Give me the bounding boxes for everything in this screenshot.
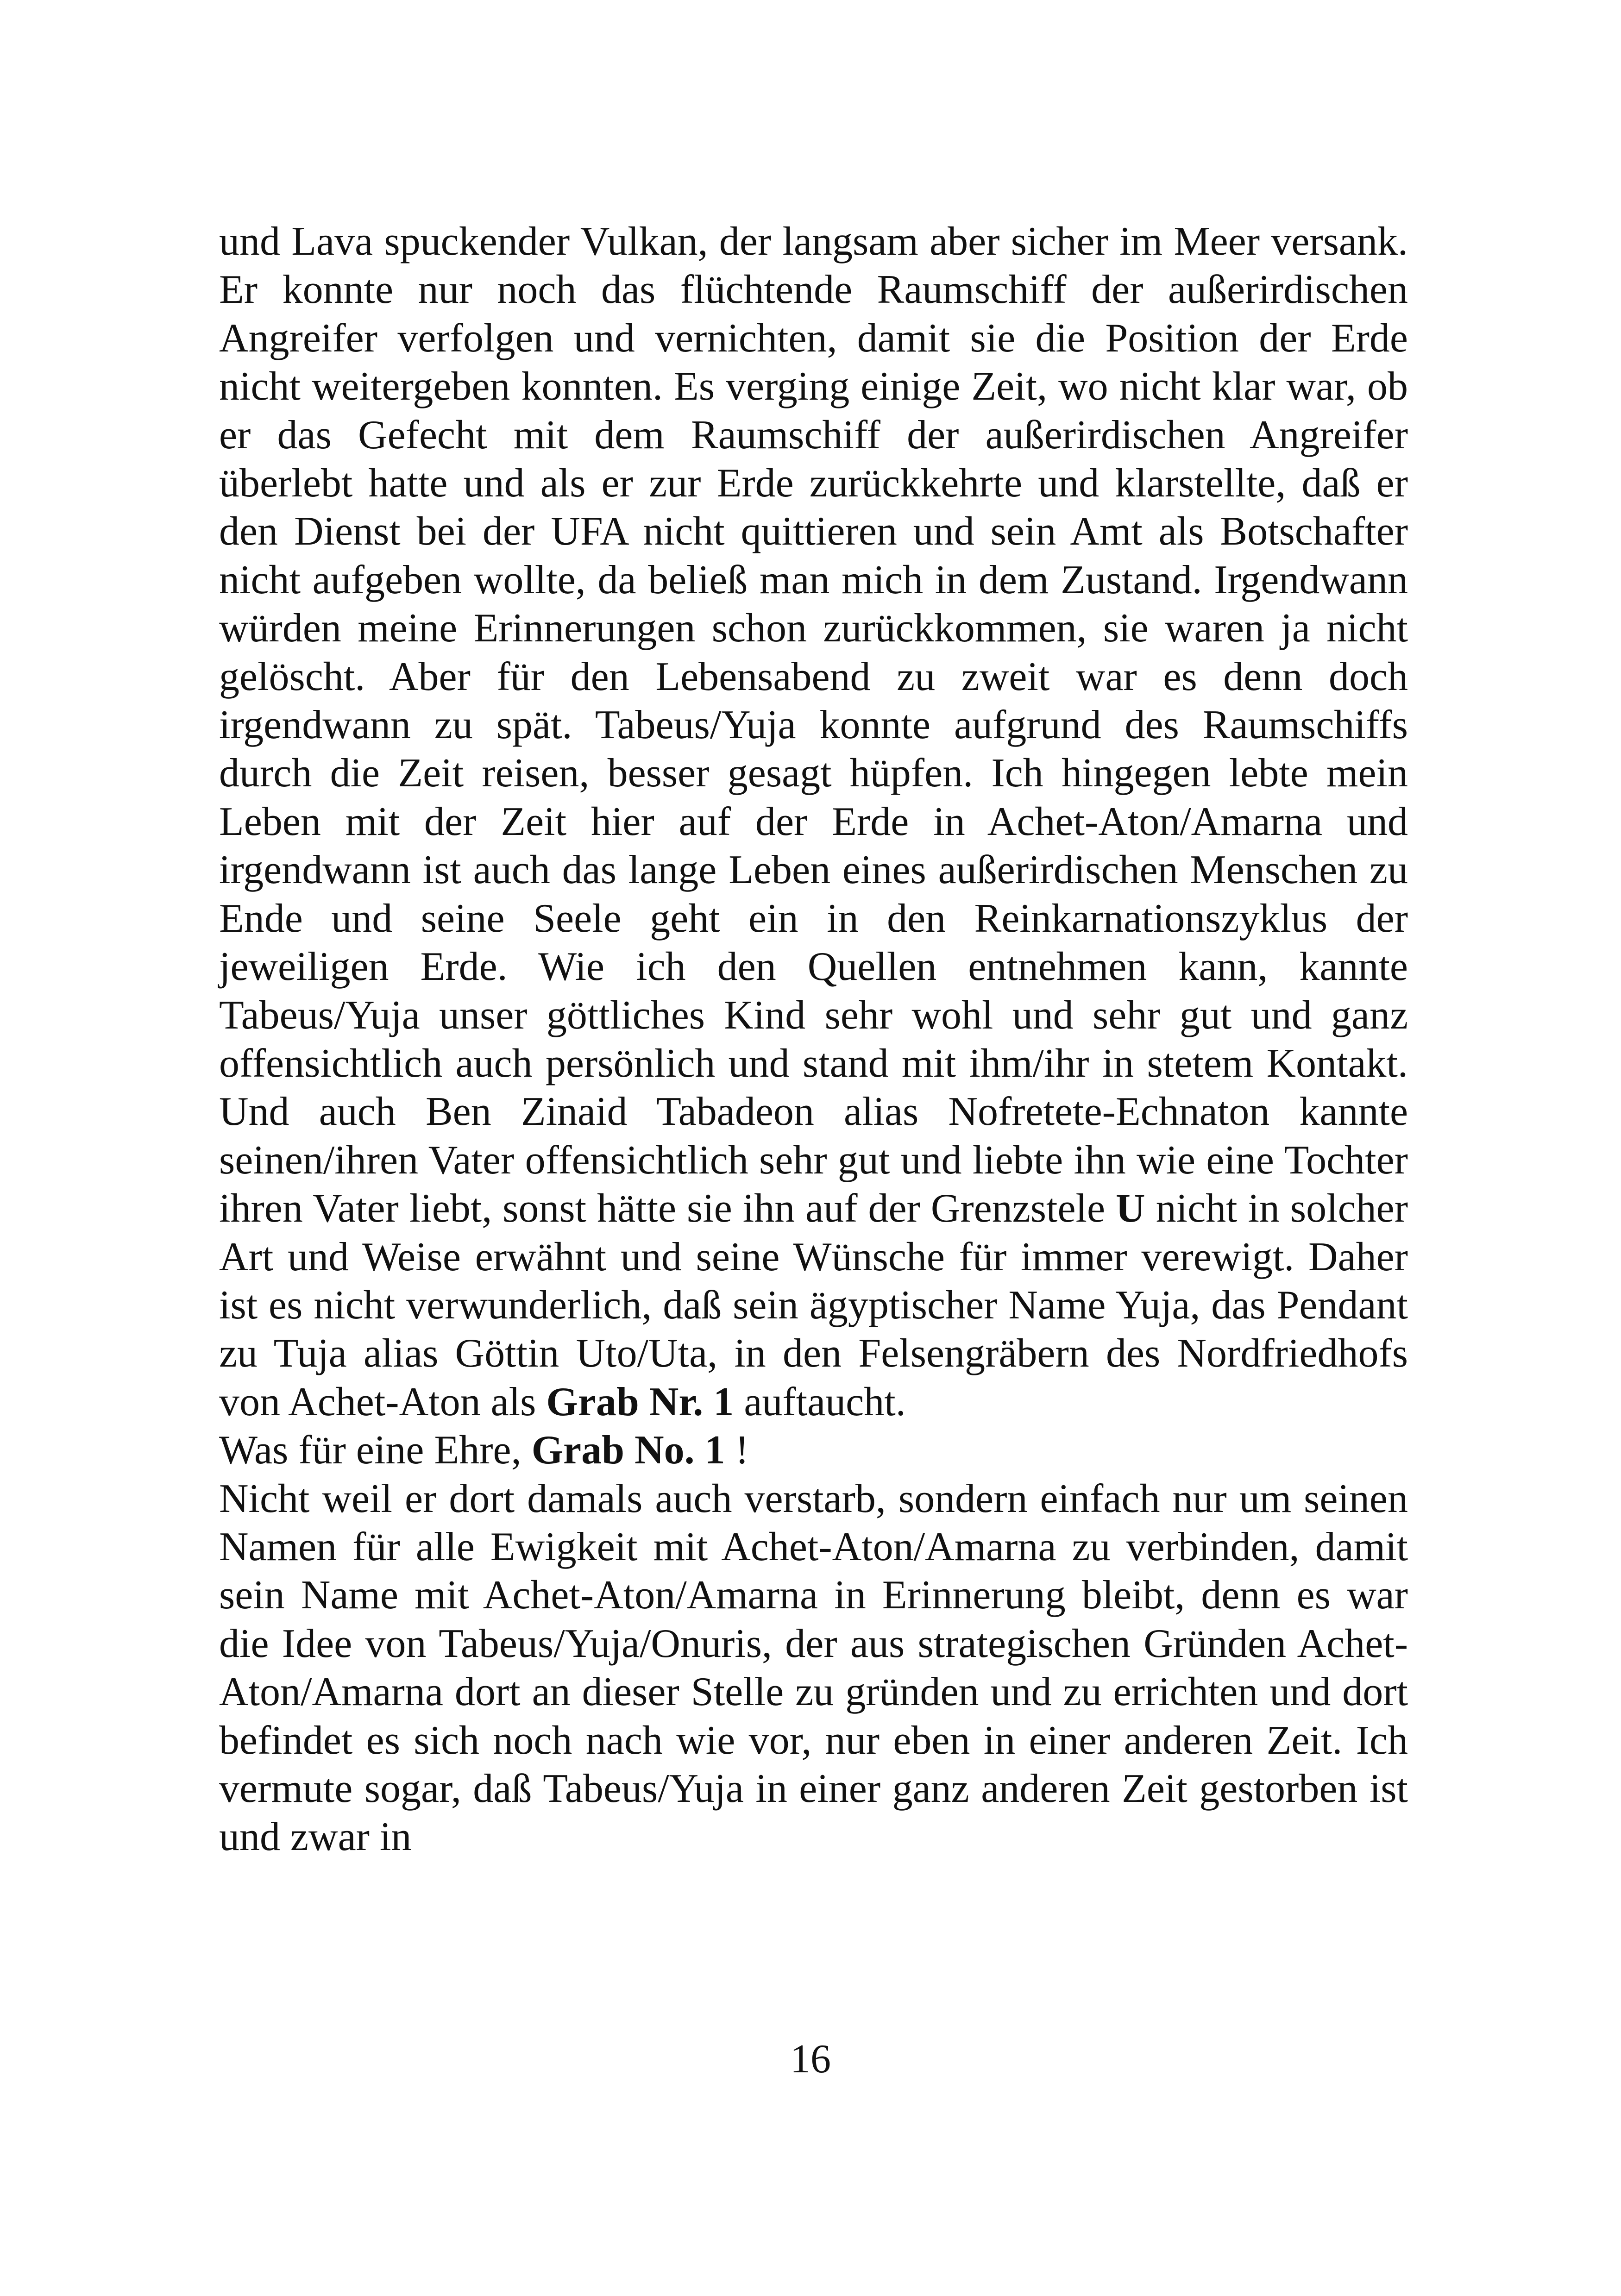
paragraph-1-text-1: und Lava spuckender Vulkan, der langsam aber sicher im Meer versank. Er konnte nur noch das flüchtende Raumschiff der außerirdischen Angreifer verfolgen und vernichten, damit sie die Position der Erde nicht weitergeben konnten. Es verging einige Zeit, wo nicht klar war, ob er das Gefecht mit dem Raumschiff der außerirdischen Angreifer überlebt hatte und als er zur Erde zurückkehrte und klarstellte, daß er den Dienst bei der UFA nicht quittieren und sein Amt als Botschafter nicht aufgeben wollte, da beließ man mich in dem Zustand. Irgendwann würden meine Erinnerungen schon zurückkommen, sie waren ja nicht gelöscht. Aber für den Lebensabend zu zweit war es denn doch irgendwann zu spät. Tabeus/Yuja konnte aufgrund des Raumschiffs durch die Zeit reisen, besser gesagt hüpfen. Ich hingegen lebte mein Leben mit der Zeit hier auf der Erde in Achet-Aton/Amarna und irgendwann ist auch das lange Leben eines außerirdischen Menschen zu Ende und seine Seele geht ein in den Reinkarnationszyklus der jeweiligen Erde. Wie ich den Quellen entnehmen kann, kannte Tabeus/Yuja unser göttliches Kind sehr wohl und sehr gut und ganz offensichtlich auch persönlich und stand mit ihm/ihr in stetem Kontakt. Und auch Ben Zinaid Tabadeon alias Nofretete-Echnaton kannte seinen/ihren Vater offensichtlich sehr gut und liebte ihn wie eine Tochter ihren Vater liebt, sonst hätte sie ihn auf der Grenzstele — [219, 219, 1408, 1231]
page-number: 16 — [790, 2037, 831, 2082]
body-text — [219, 218, 1408, 1862]
paragraph-2 — [219, 1426, 1408, 1474]
grab-no-1: Grab No. 1 — [531, 1428, 725, 1473]
paragraph-2-text-2: ! — [735, 1428, 749, 1473]
paragraph-1-text-3: auftaucht. — [744, 1379, 906, 1424]
paragraph-2-text-1: Was für eine Ehre, — [219, 1428, 521, 1473]
paragraph-1-text-2: nicht in solcher Art und Weise erwähnt und seine Wünsche für immer verewigt. Daher ist es nicht verwunderlich, daß sein ägyptischer Name Yuja, das Pendant zu Tuja alias Göttin Uto/Uta, in den Felsengräbern des Nordfriedhofs von Achet-Aton als — [219, 1186, 1408, 1424]
stele-letter-u: U — [1116, 1186, 1145, 1231]
paragraph-1 — [219, 218, 1408, 1426]
paragraph-3 — [219, 1475, 1408, 1862]
paragraph-3-text: Nicht weil er dort damals auch verstarb, sondern einfach nur um seinen Namen für alle Ewigkeit mit Achet-Aton/Amarna zu verbinden, damit sein Name mit Achet-Aton/Amarna in Erinnerung bleibt, denn es war die Idee von Tabeus/Yuja/Onuris, der aus strategischen Gründen Achet-Aton/Amarna dort an dieser Stelle zu gründen und zu errichten und dort befindet es sich noch nach wie vor, nur eben in einer anderen Zeit. Ich vermute sogar, daß Tabeus/Yuja in einer ganz anderen Zeit gestorben ist und zwar in — [219, 1476, 1408, 1860]
grab-nr-1: Grab Nr. 1 — [546, 1379, 734, 1424]
